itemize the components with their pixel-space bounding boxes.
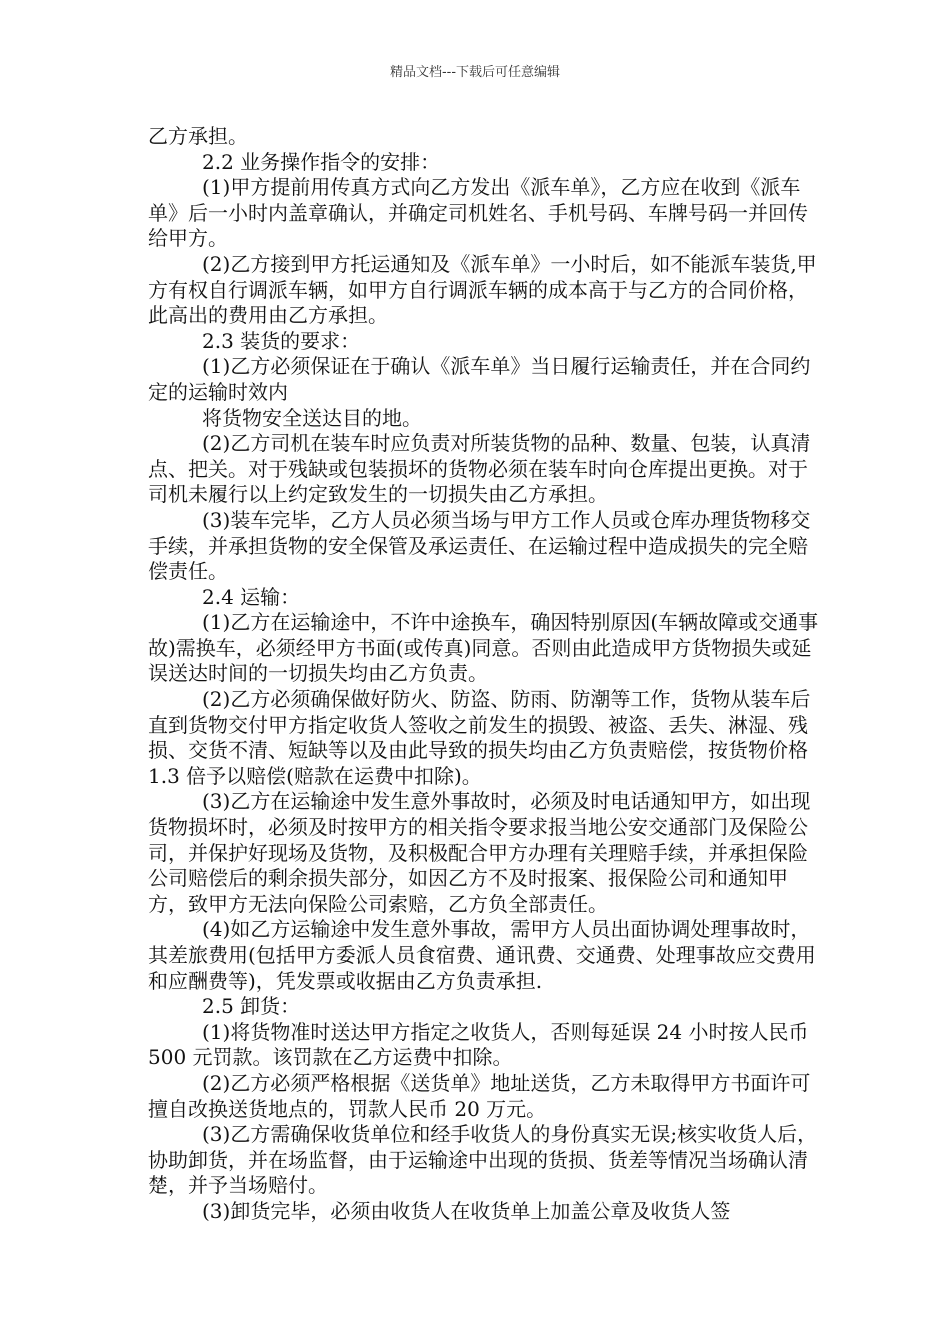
page-header: 精品文档---下载后可任意编辑 [389, 65, 561, 80]
paragraph: (3)卸货完毕，必须由收货人在收货单上加盖公章及收货人签 [202, 1198, 731, 1223]
paragraph: (3)乙方需确保收货单位和经手收货人的身份真实无误;核实收货人后，协助卸货，并在场监督，由于运输途中出现的货损、货差等情况当场确认清楚，并予当场赔付。 [148, 1122, 818, 1198]
paragraph: 将货物安全送达目的地。 [202, 405, 422, 430]
section-heading: 2.5 卸货： [202, 994, 301, 1019]
paragraph: (1)乙方在运输途中，不许中途换车，确因特别原因(车辆故障或交通事故)需换车，必须经甲方书面(或传真)同意。否则由此造成甲方货物损失或延误送达时间的一切损失均由乙方负责。 [148, 610, 819, 686]
paragraph: (1)甲方提前用传真方式向乙方发出《派车单》，乙方应在收到《派车单》后一小时内盖章确认，并确定司机姓名、手机号码、车牌号码一并回传给甲方。 [148, 175, 808, 251]
section-heading: 2.4 运输： [202, 584, 301, 609]
paragraph: (2)乙方必须确保做好防火、防盗、防雨、防潮等工作，货物从装车后直到货物交付甲方指定收货人签收之前发生的损毁、被盗、丢失、淋湿、残损、交货不清、短缺等以及由此导致的损失均由乙方负责赔偿，按货物价格 1.3 倍予以赔偿(赔款在运费中扣除)。 [148, 687, 811, 788]
paragraph: (1)将货物准时送达甲方指定之收货人，否则每延误 24 小时按人民币 500 元罚款。该罚款在乙方运费中扣除。 [148, 1019, 809, 1070]
paragraph: (2)乙方必须严格根据《送货单》地址送货，乙方未取得甲方书面许可擅自改换送货地点的，罚款人民币 20 万元。 [148, 1070, 811, 1121]
paragraph: (1)乙方必须保证在于确认《派车单》当日履行运输责任，并在合同约定的运输时效内 [148, 354, 811, 404]
document-body [148, 124, 822, 1225]
paragraph: (3)装车完毕，乙方人员必须当场与甲方工作人员或仓库办理货物移交手续，并承担货物的安全保管及承运责任、在运输过程中造成损失的完全赔偿责任。 [148, 507, 811, 584]
paragraph: (2)乙方接到甲方托运通知及《派车单》一小时后，如不能派车装货,甲方有权自行调派车辆，如甲方自行调派车辆的成本高于与乙方的合同价格，此高出的费用由乙方承担。 [148, 251, 817, 328]
paragraph: (3)乙方在运输途中发生意外事故时，必须及时电话通知甲方，如出现货物损坏时，必须及时按甲方的相关指令要求报当地公安交通部门及保险公司，并保护好现场及货物，及积极配合甲方办理有关理赔手续，并承担保险公司赔偿后的剩余损失部分，如因乙方不及时报案、报保险公司和通知甲方，致甲方无法向保险公司索赔，乙方负全部责任。 [148, 789, 811, 916]
section-heading: 2.2 业务操作指令的安排： [202, 149, 441, 174]
paragraph: (4)如乙方运输途中发生意外事故，需甲方人员出面协调处理事故时，其差旅费用(包括甲方委派人员食宿费、通讯费、交通费、处理事故应交费用和应酬费等)，凭发票或收据由乙方负责承担. [148, 917, 816, 993]
paragraph: (2)乙方司机在装车时应负责对所装货物的品种、数量、包装，认真清点、把关。对于残缺或包装损坏的货物必须在装车时向仓库提出更换。对于司机未履行以上约定致发生的一切损失由乙方承担。 [148, 431, 811, 507]
paragraph: 乙方承担。 [148, 124, 248, 148]
section-heading: 2.3 装货的要求： [202, 328, 361, 353]
